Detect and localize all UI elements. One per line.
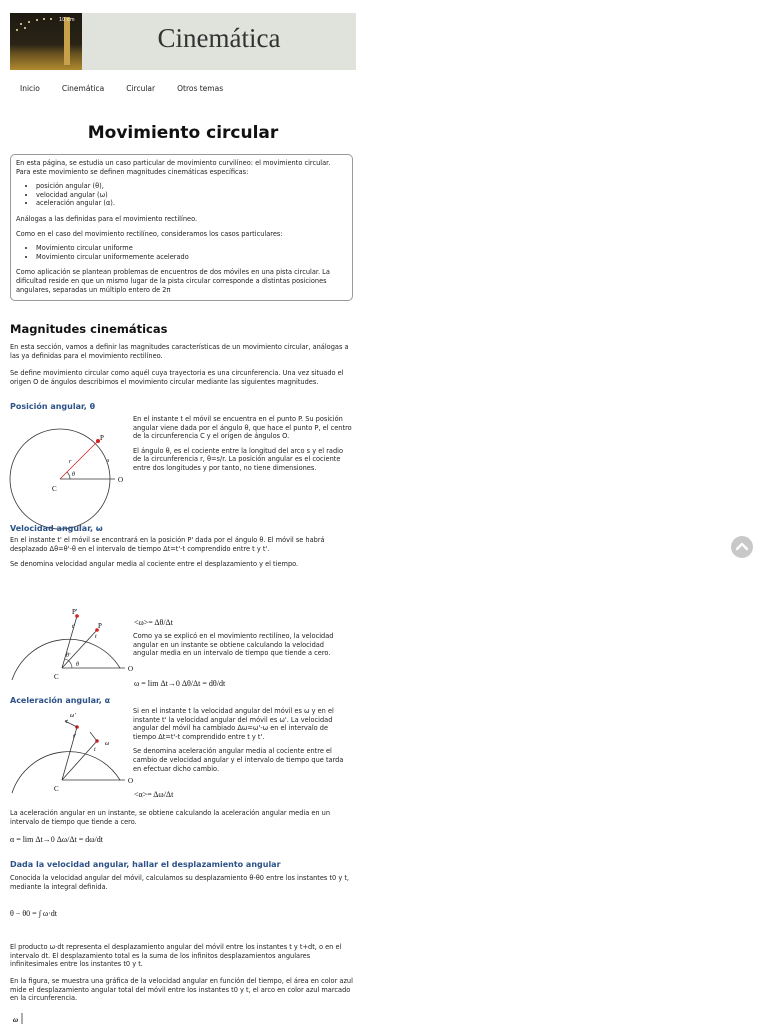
- label-C: C: [54, 673, 59, 681]
- intro-text-1: En esta página, se estudia un caso particular de movimiento curvilíneo: el movimiento circular. Para este movimiento se definen magnitudes cinemáticas específicas:: [16, 159, 331, 176]
- label-P: P: [100, 434, 104, 442]
- velocidad-text-2: Se denomina velocidad angular media al cociente entre el desplazamiento y el tiempo.: [10, 560, 299, 568]
- aceleracion-text-2: Se denomina aceleración angular media al cociente entre el cambio de velocidad angular y el intervalo de tiempo que tarda en efectuar dicho cambio.: [133, 747, 344, 773]
- label-t: t: [95, 634, 97, 640]
- label-t: t: [94, 747, 96, 753]
- aceleracion-text: [133, 707, 353, 779]
- velocidad-text-1: En el instante t' el móvil se encontrará en la posición P' dada por el ángulo θ. El móvil se habrá desplazado Δθ=θ'-θ en el intervalo de tiempo Δt=t'-t comprendido entre t y t'.: [10, 536, 325, 553]
- label-O: O: [128, 665, 134, 673]
- list-item: • Movimiento circular uniforme: [36, 244, 346, 253]
- label-P: P: [98, 622, 102, 630]
- velocity-diagram: [10, 608, 134, 681]
- content-column: [10, 13, 356, 1024]
- formula-inst-acceleration: α = lim Δt→0 Δω/Δt = dω/dt: [10, 835, 103, 844]
- aceleracion-text-1: Si en el instante t la velocidad angular del móvil es ω y en el instante t' la velocidad angular del móvil es ω'. La velocidad angular del móvil ha cambiado Δω=ω'-ω en el intervalo de tiempo Δt=t'-t comprendido entre t y t'.: [133, 707, 334, 741]
- photo-caption: 10 cm: [59, 17, 75, 23]
- intro-text-4: Como aplicación se plantean problemas de encuentros de dos móviles en una pista circular. La dificultad reside en que un mismo lugar de la pista circular corresponde a distintas posiciones angulares, separadas un múltiplo entero de 2π: [16, 268, 330, 294]
- list-item: • posición angular (θ),: [36, 182, 346, 191]
- posicion-heading: Posición angular, θ: [10, 402, 96, 411]
- banner-title: Cinemática: [157, 23, 281, 53]
- banner: [10, 13, 356, 70]
- graph-omega-label: ω: [13, 1016, 19, 1024]
- posicion-text-2: El ángulo θ, es el cociente entre la longitud del arco s y el radio de la circunferencia r, θ=s/r. La posición angular es el cociente entre dos longitudes y por tanto, no tiene dimensiones.: [133, 446, 343, 472]
- label-omega-prime: ω': [70, 713, 76, 719]
- formula-integral: θ − θ0 = ∫ ω·dt: [10, 909, 58, 918]
- nav-circular[interactable]: Circular: [126, 84, 156, 93]
- scroll-to-top-button[interactable]: [731, 536, 753, 558]
- nav-bar: [20, 84, 245, 93]
- velocidad-text-3: Como ya se explicó en el movimiento rectilíneo, la velocidad angular en un instante se obtiene calculando la velocidad angular media en un intervalo de tiempo que tiende a cero.: [133, 632, 334, 658]
- section-text-2: Se define movimiento circular como aquél cuya trayectoria es una circunferencia. Una vez situado el origen O de ángulos describimos el movimiento circular mediante las siguientes magnitudes.: [10, 369, 344, 386]
- nav-cinematica[interactable]: Cinemática: [61, 84, 105, 93]
- nav-inicio[interactable]: Inicio: [20, 84, 40, 93]
- label-O: O: [118, 476, 124, 484]
- label-C: C: [54, 785, 59, 793]
- section-title: Magnitudes cinemáticas: [10, 322, 168, 336]
- cases-list: [16, 244, 346, 261]
- formula-inst-velocity: ω = lim Δt→0 Δθ/Δt = dθ/dt: [134, 679, 226, 688]
- label-t-prime: t': [72, 624, 75, 630]
- formula-mean-velocity: <ω>= Δθ/Δt: [134, 618, 173, 627]
- list-item: • Movimiento circular uniformemente acelerado: [36, 253, 346, 262]
- nav-otros-temas[interactable]: Otros temas: [177, 84, 224, 93]
- intro-text-2: Análogas a las definidas para el movimiento rectilíneo.: [16, 214, 198, 223]
- formula-mean-acceleration: <α>= Δω/Δt: [134, 790, 174, 799]
- list-item: • velocidad angular (ω): [36, 191, 346, 200]
- label-C: C: [52, 485, 57, 493]
- intro-box: [10, 154, 353, 301]
- label-omega: ω: [105, 741, 110, 747]
- desplazamiento-text-1: Conocida la velocidad angular del móvil, calculamos su desplazamiento θ-θ0 entre los instantes t0 y t, mediante la integral definida.: [10, 874, 350, 891]
- posicion-text-1: En el instante t el móvil se encuentra en el punto P. Su posición angular viene dada por el ángulo θ, que hace el punto P, el centro de la circunferencia C y el origen de ángulos O.: [133, 415, 352, 441]
- label-r: r: [69, 459, 72, 465]
- desplazamiento-text-3: En la figura, se muestra una gráfica de la velocidad angular en función del tiempo, el área en color azul mide el desplazamiento angular total del móvil entre los instantes t0 y t, el arco en color azul marcado en la circunferencia.: [10, 977, 353, 1003]
- label-P-prime: P': [72, 608, 78, 616]
- list-item: • aceleración angular (α).: [36, 199, 346, 208]
- label-theta: θ: [72, 472, 75, 478]
- measuring-pole: [64, 17, 70, 65]
- label-O: O: [128, 777, 134, 785]
- velocity-graph-partial: [10, 1011, 50, 1024]
- velocidad-heading: Velocidad angular, ω: [10, 524, 103, 533]
- page-title: Movimiento circular: [87, 123, 279, 143]
- chevron-up-icon: [731, 536, 753, 558]
- acceleration-diagram: [10, 708, 134, 793]
- aceleracion-text-3: La aceleración angular en un instante, se obtiene calculando la aceleración angular media en un intervalo de tiempo que tiende a cero.: [10, 809, 331, 826]
- aceleracion-heading: Aceleración angular, α: [10, 696, 111, 705]
- label-t-prime: t': [73, 734, 76, 740]
- label-theta: θ: [76, 662, 79, 668]
- section-text-1: En esta sección, vamos a definir las magnitudes características de un movimiento circular, análogas a las ya definidas para el movimiento rectilíneo.: [10, 343, 349, 360]
- magnitudes-list: [16, 182, 346, 208]
- intro-text-3: Como en el caso del movimiento rectilíneo, consideramos los casos particulares:: [16, 229, 283, 238]
- desplazamiento-text-2: El producto ω·dt representa el desplazamiento angular del móvil entre los instantes t y t+dt, o en el intervalo dt. El desplazamiento total es la suma de los infinitos desplazamientos angulares infinitesimales entre los instantes t0 y t.: [10, 943, 342, 969]
- desplazamiento-heading: Dada la velocidad angular, hallar el desplazamiento angular: [10, 860, 281, 869]
- label-s: s: [107, 458, 110, 464]
- posicion-text: [133, 415, 353, 479]
- position-diagram: [10, 416, 130, 534]
- label-theta-prime: θ': [66, 653, 71, 659]
- banner-photo: [10, 13, 82, 70]
